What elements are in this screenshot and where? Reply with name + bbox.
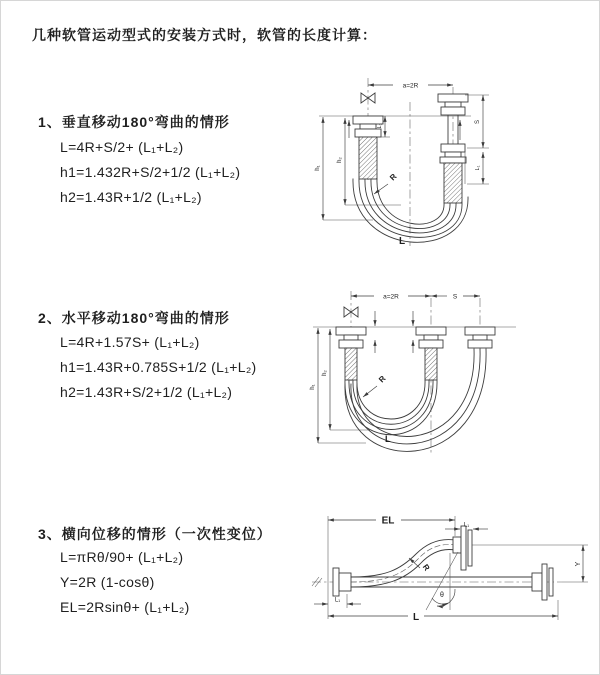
dim-label-l1: L₁ (463, 522, 470, 529)
dim-label-l1: L₁ (377, 123, 383, 129)
angle-construction (426, 552, 458, 610)
dim-label-r: R (377, 373, 388, 385)
displaced-hose-curve (351, 540, 455, 587)
dim-label-s: S (475, 119, 481, 125)
dim-label-h1: h₁ (310, 384, 316, 390)
formula-line: Y=2R (1-cosθ) (60, 574, 155, 590)
dim-l1-top (445, 523, 488, 530)
left-flange (333, 568, 351, 596)
dim-s-right (465, 95, 489, 184)
dim-label-l1: L₁ (475, 165, 481, 171)
diagram-lateral-displacement (300, 496, 592, 658)
dim-label-h2: h₂ (322, 370, 328, 376)
formula-line: EL=2Rsinθ+ (L₁+L₂) (60, 599, 190, 615)
dim-label-r: R (388, 171, 399, 183)
section-1-heading: 1、垂直移动180°弯曲的情形 (38, 114, 230, 130)
formula-line: L=4R+1.57S+ (L₁+L₂) (60, 334, 200, 350)
dim-label-l: L (385, 434, 391, 444)
formula-line: h2=1.43R+1/2 (L₁+L₂) (60, 189, 202, 205)
formula-line: L=4R+S/2+ (L₁+L₂) (60, 139, 184, 155)
dim-label-h1: h₁ (315, 165, 321, 171)
formula-line: h1=1.43R+0.785S+1/2 (L₁+L₂) (60, 359, 257, 375)
dim-l-bottom (328, 597, 558, 623)
dim-span-a2r (351, 294, 431, 301)
dim-label-a2r: a=2R (383, 293, 399, 301)
left-pipe-fitting (336, 327, 366, 380)
dim-label-r: R (420, 562, 432, 573)
dim-span-a2r (368, 83, 453, 90)
dim-label-theta: θ (440, 592, 444, 599)
dim-label-l1: L₁ (334, 597, 341, 604)
page-title: 几种软管运动型式的安装方式时，软管的长度计算： (32, 27, 377, 43)
radius-leader (363, 374, 388, 397)
dim-label-el: EL (381, 515, 395, 527)
right-pipe-fitting (465, 327, 495, 348)
dim-span-s (431, 294, 480, 301)
section-3-heading: 3、横向位移的情形（一次性变位） (38, 526, 272, 542)
formula-line: L=πRθ/90+ (L₁+L₂) (60, 549, 184, 565)
centerlines (351, 291, 480, 453)
formula-line: h1=1.432R+S/2+1/2 (L₁+L₂) (60, 164, 241, 180)
dim-y (472, 545, 588, 582)
formula-line: h2=1.43R+S/2+1/2 (L₁+L₂) (60, 384, 233, 400)
top-flange (453, 526, 472, 570)
dim-label-s: S (452, 293, 458, 301)
diagram-vertical-180-bend (315, 72, 550, 257)
diagram-horizontal-180-bend (308, 283, 553, 458)
hose-u-bend-shifted (345, 349, 486, 451)
section-2-heading: 2、水平移动180°弯曲的情形 (38, 310, 230, 326)
hose-u-bend-near (345, 380, 437, 435)
dim-label-y: Y (575, 561, 582, 567)
dim-label-l: L (412, 612, 420, 623)
right-pipe-fitting (438, 94, 468, 203)
dim-label-l: L (399, 236, 406, 247)
right-flange (532, 564, 553, 600)
middle-pipe-fitting (416, 327, 446, 380)
movement-arrows (375, 311, 413, 353)
dim-label-a2r: a=2R (402, 82, 419, 90)
dim-label-h2: h₂ (337, 157, 343, 163)
